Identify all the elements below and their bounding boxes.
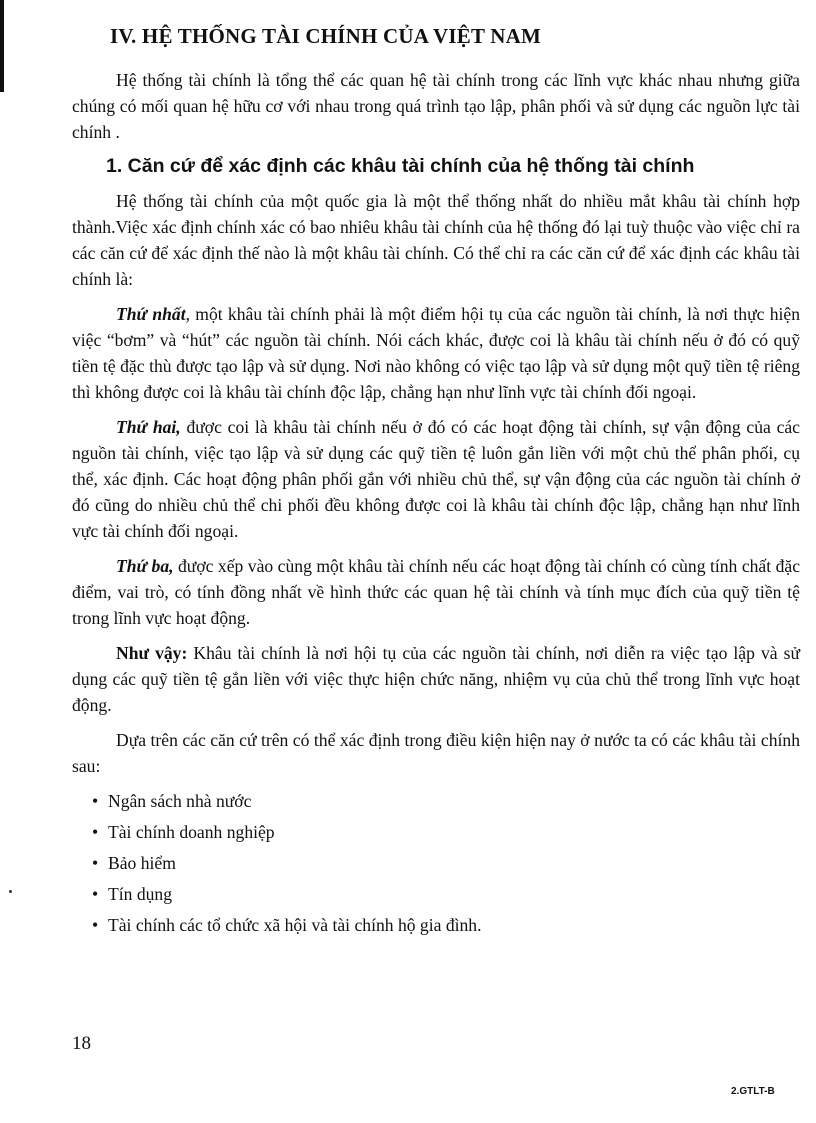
summary-lead: Như vậy:	[116, 643, 188, 663]
binding-edge-mark	[0, 0, 4, 92]
page-number: 18	[72, 1033, 91, 1054]
bullet-icon: •	[92, 853, 99, 873]
bullet-icon: •	[92, 791, 99, 811]
criterion-lead: Thứ hai,	[116, 417, 181, 437]
criterion-text: được coi là khâu tài chính nếu ở đó có các hoạt động tài chính, sự vận động của các nguồn tài chính, việc tạo lập và sử dụng các quỹ tiền tệ luôn gắn liền với một chủ thể phân phối, cụ thể, xác định. Các hoạt động phân phối gắn với nhiều chủ thể, sự vận động của các nguồn tài chính ở đó cũng do nhiều chủ thể chi phối đều không được coi là khâu tài chính độc lập, chẳng hạn như lĩnh vực tài chính đối ngoại.	[72, 417, 800, 541]
scan-speck	[9, 890, 12, 893]
subsection-heading: 1. Căn cứ để xác định các khâu tài chính của hệ thống tài chính	[106, 155, 695, 177]
criterion-text: được xếp vào cùng một khâu tài chính nếu các hoạt động tài chính có cùng tính chất đặc điểm, vai trò, có tính đồng nhất về hình thức các quan hệ tài chính và tính mục đích của quỹ tiền tệ trong lĩnh vực hoạt động.	[72, 556, 801, 628]
criterion-second	[72, 414, 800, 544]
criterion-first	[72, 301, 800, 405]
bullet-icon: •	[92, 884, 99, 904]
bullet-icon: •	[92, 915, 99, 935]
criterion-text: , một khâu tài chính phải là một điểm hội tụ của các nguồn tài chính, là nơi thực hiện việc “bơm” và “hút” các nguồn tài chính. Nói cách khác, được coi là khâu tài chính nếu ở đó có quỹ tiền tệ đặc thù được tạo lập và sử dụng. Nơi nào không có việc tạo lập và sử dụng một quỹ tiền tệ riêng thì không được coi là khâu tài chính độc lập, chẳng hạn như lĩnh vực tài chính đối ngoại.	[72, 304, 800, 402]
signature-code: 2.GTLT-B	[731, 1086, 775, 1097]
criterion-lead: Thứ ba,	[116, 556, 174, 576]
criterion-third	[72, 553, 800, 631]
list-item: • Tín dụng	[92, 881, 800, 907]
intro-paragraph: Hệ thống tài chính là tổng thể các quan hệ tài chính trong các lĩnh vực khác nhau nhưng giữa chúng có mối quan hệ hữu cơ với nhau trong quá trình tạo lập, phân phối và sử dụng các nguồn lực tài chính .	[72, 70, 800, 142]
list-item: • Tài chính các tổ chức xã hội và tài chính hộ gia đình.	[92, 912, 800, 938]
summary-text: Khâu tài chính là nơi hội tụ của các nguồn tài chính, nơi diễn ra việc tạo lập và sử dụng các quỹ tiền tệ gắn liền với việc thực hiện chức năng, nhiệm vụ của chủ thể trong lĩnh vực hoạt động.	[72, 643, 800, 715]
page-body	[72, 18, 800, 943]
list-item: • Bảo hiểm	[92, 850, 800, 876]
section-heading: IV. HỆ THỐNG TÀI CHÍNH CỦA VIỆT NAM	[110, 24, 541, 48]
list-intro: Dựa trên các căn cứ trên có thể xác định trong điều kiện hiện nay ở nước ta có các khâu tài chính sau:	[72, 730, 800, 776]
list-item: • Tài chính doanh nghiệp	[92, 819, 800, 845]
basis-paragraph: Hệ thống tài chính của một quốc gia là một thể thống nhất do nhiều mắt khâu tài chính hợp thành.Việc xác định chính xác có bao nhiêu khâu tài chính của hệ thống đó lại tuỳ thuộc vào việc chỉ ra các căn cứ để xác định thế nào là một khâu tài chính. Có thể chỉ ra các căn cứ để xác định các khâu tài chính là:	[72, 191, 800, 289]
criterion-lead: Thứ nhất	[116, 304, 186, 324]
list-item: • Ngân sách nhà nước	[92, 788, 800, 814]
summary-paragraph	[72, 640, 800, 718]
bullet-icon: •	[92, 822, 99, 842]
finance-blocks-list	[72, 788, 800, 938]
